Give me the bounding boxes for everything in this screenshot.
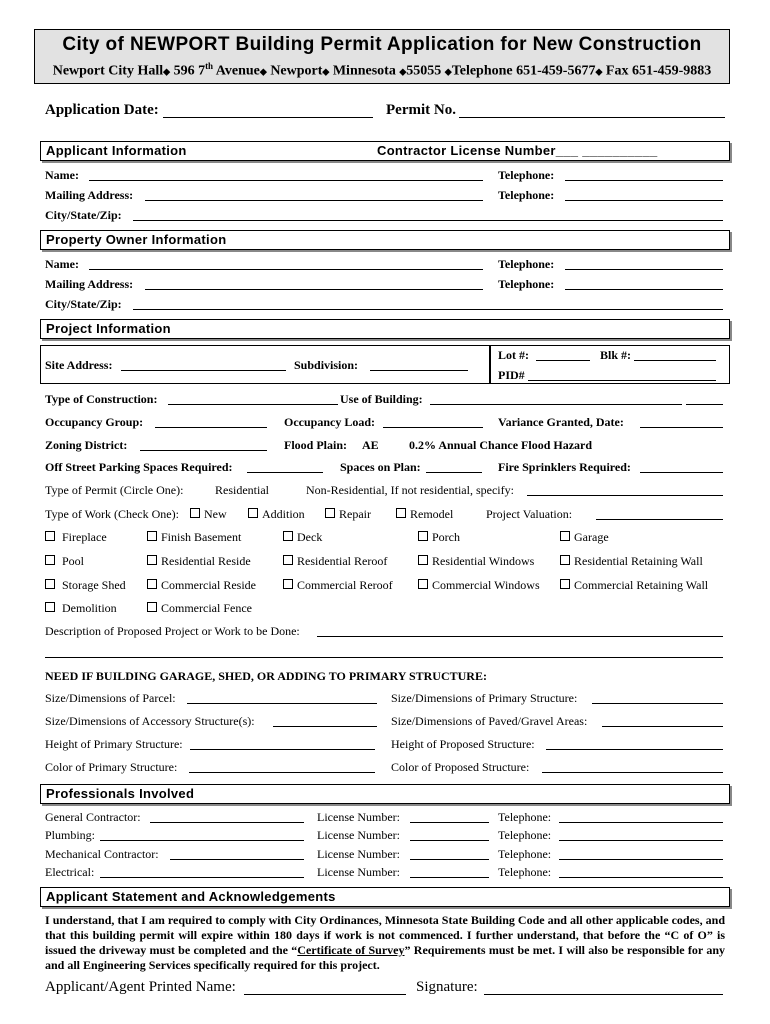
owner-section-header (40, 230, 730, 250)
occupancy-load-field[interactable] (383, 427, 483, 428)
owner-city-label: City/State/Zip: (45, 297, 122, 311)
applicant-mailing-field[interactable] (145, 200, 483, 201)
statement-section-header (40, 887, 730, 907)
chk-label: Finish Basement (161, 530, 242, 544)
checkbox[interactable] (283, 531, 293, 541)
sprinklers-field[interactable] (640, 472, 723, 473)
owner-name-field[interactable] (89, 269, 483, 270)
work-new[interactable] (190, 507, 227, 522)
chk-label: Porch (432, 530, 460, 544)
contractor-license-label: Contractor License Number___ __________ (377, 143, 658, 158)
signature-field[interactable] (484, 994, 723, 995)
applicant-section-header (40, 141, 730, 161)
signature-label: Signature: (416, 979, 478, 995)
chk-deck[interactable] (283, 530, 322, 545)
applicant-telephone2-field[interactable] (565, 200, 723, 201)
flood-hazard[interactable]: 0.2% Annual Chance Flood Hazard (409, 438, 593, 452)
lot-field[interactable] (536, 360, 590, 361)
occupancy-load-label: Occupancy Load: (284, 415, 376, 429)
owner-city-field[interactable] (133, 309, 723, 310)
owner-telephone-field[interactable] (565, 269, 723, 270)
description-field[interactable] (317, 636, 723, 637)
zoning-field[interactable] (140, 450, 267, 451)
checkbox[interactable] (45, 531, 55, 541)
license-field[interactable] (410, 822, 489, 823)
checkbox[interactable] (396, 508, 406, 518)
color-proposed-field[interactable] (542, 772, 723, 773)
checkbox[interactable] (418, 579, 428, 589)
checkbox[interactable] (45, 579, 55, 589)
applicant-heading: Applicant Information (46, 143, 187, 158)
chk-demolition[interactable] (45, 601, 117, 616)
chk-res-windows[interactable] (418, 554, 534, 569)
address-part: 55055 (406, 63, 445, 79)
checkbox[interactable] (418, 531, 428, 541)
statement-heading: Applicant Statement and Acknowledgements (46, 889, 336, 904)
bullet-icon: ◆ (444, 66, 452, 77)
zoning-label: Zoning District: (45, 438, 128, 452)
chk-label: Commercial Windows (432, 578, 540, 592)
owner-telephone-label: Telephone: (498, 257, 555, 271)
variance-field[interactable] (640, 427, 723, 428)
height-primary-field[interactable] (190, 749, 375, 750)
checkbox[interactable] (418, 555, 428, 565)
project-heading: Project Information (46, 321, 171, 336)
role-field[interactable] (100, 840, 304, 841)
checkbox[interactable] (283, 555, 293, 565)
role-label: Electrical: (45, 865, 95, 879)
printed-name-label: Applicant/Agent Printed Name: (45, 979, 236, 995)
tel-label: Telephone: (498, 847, 552, 861)
primary-size-label: Size/Dimensions of Primary Structure: (391, 691, 578, 705)
chk-garage[interactable] (560, 530, 609, 545)
checkbox[interactable] (248, 508, 258, 518)
tel-field[interactable] (559, 840, 723, 841)
chk-label: Demolition (62, 601, 117, 615)
applicant-mailing-label: Mailing Address: (45, 188, 134, 202)
chk-label: Commercial Reside (161, 578, 256, 592)
description-field-2[interactable] (45, 657, 723, 658)
bullet-icon: ◆ (399, 66, 407, 77)
checkbox[interactable] (560, 555, 570, 565)
chk-label: Residential Retaining Wall (574, 554, 703, 568)
accessory-field[interactable] (273, 726, 377, 727)
work-addition-label: Addition (262, 507, 305, 521)
work-repair-label: Repair (339, 507, 371, 521)
blk-label: Blk #: (600, 348, 632, 362)
role-field[interactable] (170, 859, 304, 860)
license-field[interactable] (410, 877, 489, 878)
owner-mailing-label: Mailing Address: (45, 277, 134, 291)
chk-label: Storage Shed (62, 578, 126, 592)
flood-plain-label: Flood Plain: (284, 438, 348, 452)
applicant-name-label: Name: (45, 168, 79, 182)
subdivision-field[interactable] (370, 370, 468, 371)
chk-porch[interactable] (418, 530, 460, 545)
parking-field[interactable] (247, 472, 323, 473)
parking-label: Off Street Parking Spaces Required: (45, 460, 233, 474)
chk-res-reroof[interactable] (283, 554, 387, 569)
application-date-label: Application Date: (45, 102, 159, 118)
chk-res-reside[interactable] (147, 554, 251, 569)
license-label: License Number: (317, 865, 400, 879)
checkbox[interactable] (283, 579, 293, 589)
permit-type-label: Type of Permit (Circle One): (45, 483, 184, 497)
use-building-field-2[interactable] (686, 404, 723, 405)
checkbox[interactable] (147, 531, 157, 541)
flood-ae[interactable]: AE (362, 438, 379, 452)
lot-label: Lot #: (498, 348, 529, 362)
chk-label: Residential Reside (161, 554, 251, 568)
application-date-field[interactable] (163, 117, 373, 118)
role-label: Mechanical Contractor: (45, 847, 159, 861)
work-addition[interactable] (248, 507, 305, 522)
license-label: License Number: (317, 810, 400, 824)
bullet-icon: ◆ (163, 66, 171, 77)
primary-size-field[interactable] (592, 703, 723, 704)
checkbox[interactable] (325, 508, 335, 518)
checkbox[interactable] (45, 555, 55, 565)
license-label: License Number: (317, 847, 400, 861)
chk-label: Pool (62, 554, 85, 568)
checkbox[interactable] (560, 579, 570, 589)
chk-label: Residential Reroof (297, 554, 388, 568)
tel-field[interactable] (559, 822, 723, 823)
address-part: Avenue (213, 63, 260, 79)
form-title: City of NEWPORT Building Permit Application for New Construction (62, 34, 702, 55)
checkbox[interactable] (190, 508, 200, 518)
address-part: 596 7 (170, 63, 206, 79)
applicant-telephone-label: Telephone: (498, 168, 555, 182)
work-type-label: Type of Work (Check One): (45, 507, 179, 521)
bullet-icon: ◆ (259, 66, 267, 77)
chk-label: Residential Windows (432, 554, 535, 568)
owner-mailing-field[interactable] (145, 289, 483, 290)
role-field[interactable] (150, 822, 304, 823)
bullet-icon: ◆ (322, 66, 330, 77)
role-label: General Contractor: (45, 810, 141, 824)
non-residential-field[interactable] (527, 495, 723, 496)
type-construction-field[interactable] (168, 404, 338, 405)
work-remodel[interactable] (396, 507, 453, 522)
site-address-label: Site Address: (45, 358, 113, 372)
tel-field[interactable] (559, 859, 723, 860)
city-hall-address (35, 61, 729, 80)
color-proposed-label: Color of Proposed Structure: (391, 760, 530, 774)
spaces-plan-field[interactable] (426, 472, 482, 473)
description-label: Description of Proposed Project or Work to be Done: (45, 624, 300, 638)
chk-label: Commercial Reroof (297, 578, 393, 592)
pid-field[interactable] (528, 380, 716, 381)
type-construction-label: Type of Construction: (45, 392, 158, 406)
chk-label: Fireplace (62, 530, 107, 544)
subdivision-label: Subdivision: (294, 358, 359, 372)
permit-no-field[interactable] (459, 117, 725, 118)
owner-name-label: Name: (45, 257, 79, 271)
chk-label: Commercial Retaining Wall (574, 578, 709, 592)
role-label: Plumbing: (45, 828, 96, 842)
color-primary-field[interactable] (189, 772, 375, 773)
accessory-label: Size/Dimensions of Accessory Structure(s): (45, 714, 255, 728)
checkbox[interactable] (45, 602, 55, 612)
paved-label: Size/Dimensions of Paved/Gravel Areas: (391, 714, 588, 728)
address-part: Newport (266, 63, 323, 79)
chk-fireplace[interactable] (45, 530, 107, 545)
bullet-icon: ◆ (595, 66, 603, 77)
chk-com-reside[interactable] (147, 578, 256, 593)
work-new-label: New (204, 507, 227, 521)
color-primary-label: Color of Primary Structure: (45, 760, 178, 774)
license-field[interactable] (410, 840, 489, 841)
spaces-plan-label: Spaces on Plan: (340, 460, 421, 474)
occupancy-group-field[interactable] (155, 427, 267, 428)
height-proposed-label: Height of Proposed Structure: (391, 737, 535, 751)
owner-telephone2-field[interactable] (565, 289, 723, 290)
work-remodel-label: Remodel (410, 507, 454, 521)
use-building-label: Use of Building: (340, 392, 423, 406)
header-box (34, 29, 730, 84)
checkbox[interactable] (147, 602, 157, 612)
statement-part1: I understand, that I am required to comply with City Ordinances, Minnesota State Building Code and all other applicable codes, and that this building permit will expire within 180 days if work is not commenced. I further understand, that before the “C of O” is issued the driveway must be completed and the “ (45, 913, 725, 957)
chk-label: Deck (297, 530, 323, 544)
applicant-city-field[interactable] (133, 220, 723, 221)
license-label: License Number: (317, 828, 400, 842)
chk-finish-basement[interactable] (147, 530, 241, 545)
certificate-survey-link: Certificate of Survey (297, 943, 405, 957)
checkbox[interactable] (560, 531, 570, 541)
owner-telephone2-label: Telephone: (498, 277, 555, 291)
statement-text (45, 913, 725, 973)
chk-res-retaining[interactable] (560, 554, 703, 569)
tel-label: Telephone: (498, 865, 552, 879)
sprinklers-label: Fire Sprinklers Required: (498, 460, 631, 474)
chk-com-windows[interactable] (418, 578, 540, 593)
tel-label: Telephone: (498, 828, 552, 842)
address-part: Telephone 651-459-5677 (451, 63, 596, 79)
professionals-section-header (40, 784, 730, 804)
permit-residential[interactable]: Residential (215, 483, 269, 497)
statement-part2: ” Requirements must be met. I will also be responsible for any and all Engineering Services specifically required for this project. (45, 943, 725, 972)
printed-name-field[interactable] (244, 994, 406, 995)
chk-com-reroof[interactable] (283, 578, 393, 593)
address-superscript: th (205, 61, 214, 71)
use-building-field[interactable] (430, 404, 682, 405)
address-part: Minnesota (329, 63, 400, 79)
applicant-city-label: City/State/Zip: (45, 208, 122, 222)
role-field[interactable] (100, 877, 304, 878)
site-address-field[interactable] (121, 370, 286, 371)
tel-field[interactable] (559, 877, 723, 878)
applicant-telephone2-label: Telephone: (498, 188, 555, 202)
chk-label: Garage (574, 530, 609, 544)
checkbox[interactable] (147, 579, 157, 589)
occupancy-group-label: Occupancy Group: (45, 415, 144, 429)
chk-com-retaining[interactable] (560, 578, 708, 593)
chk-storage-shed[interactable] (45, 578, 126, 593)
parcel-label: Size/Dimensions of Parcel: (45, 691, 176, 705)
applicant-telephone-field[interactable] (565, 180, 723, 181)
chk-label: Commercial Fence (161, 601, 252, 615)
chk-com-fence[interactable] (147, 601, 252, 616)
professionals-heading: Professionals Involved (46, 786, 195, 801)
height-proposed-field[interactable] (546, 749, 723, 750)
blk-field[interactable] (634, 360, 716, 361)
permit-non-residential[interactable]: Non-Residential, If not residential, specify: (306, 483, 514, 497)
applicant-name-field[interactable] (89, 180, 483, 181)
valuation-field[interactable] (596, 519, 723, 520)
valuation-label: Project Valuation: (486, 507, 573, 521)
checkbox[interactable] (147, 555, 157, 565)
parcel-field[interactable] (187, 703, 377, 704)
permit-no-label: Permit No. (386, 102, 456, 118)
owner-heading: Property Owner Information (46, 232, 227, 247)
tel-label: Telephone: (498, 810, 552, 824)
license-field[interactable] (410, 859, 489, 860)
address-part: Fax 651-459-9883 (602, 63, 712, 79)
paved-field[interactable] (602, 726, 723, 727)
variance-label: Variance Granted, Date: (498, 415, 624, 429)
chk-pool[interactable] (45, 554, 84, 569)
project-section-header (40, 319, 730, 339)
address-part: Newport City Hall (52, 63, 164, 79)
garage-heading: NEED IF BUILDING GARAGE, SHED, OR ADDING TO PRIMARY STRUCTURE: (45, 669, 487, 683)
pid-label: PID# (498, 368, 525, 382)
height-primary-label: Height of Primary Structure: (45, 737, 183, 751)
work-repair[interactable] (325, 507, 371, 522)
